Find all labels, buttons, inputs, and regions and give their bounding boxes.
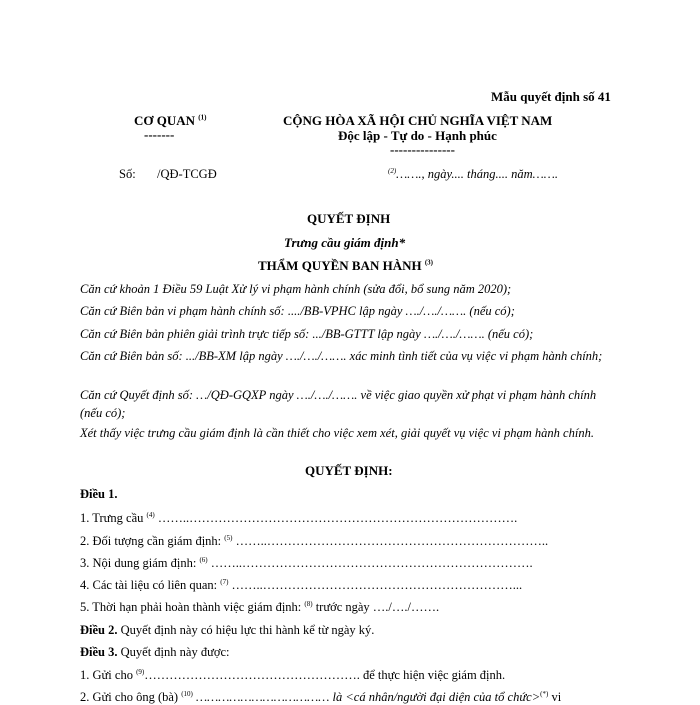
article-1-item: 1. Trưng cầu $^{(4)}$ ……..…………………………………………………………………….	[80, 510, 518, 525]
preamble-line: Căn cứ khoản 1 Điều 59 Luật Xử lý vi phạm hành chính (sửa đổi, bổ sung năm 2020);	[80, 282, 512, 296]
footnote-marker: (7)	[220, 577, 229, 586]
article-1-item: 5. Thời hạn phải hoàn thành việc giám định: $^{(8)}$ trước ngày …./…./…….	[80, 599, 440, 614]
preamble-line: Căn cứ Quyết định số: …/QĐ-GQXP ngày …./…./……. về việc giao quyền xử phạt vi phạm hành chính (nếu có);	[80, 388, 597, 420]
decision-subtitle: Trưng cầu giám định*	[284, 235, 406, 250]
article-1-item: 4. Các tài liệu có liên quan: $^{(7)}$ ……..……………………………………………………...	[80, 577, 523, 592]
agency-name: CƠ QUAN $^{(1)}$	[134, 113, 207, 128]
preamble-line: Xét thấy việc trưng cầu giám định là cần thiết cho việc xem xét, giải quyết vụ việc vi phạm hành chính.	[80, 426, 594, 440]
agency-separator: -------	[144, 127, 175, 142]
article-1-item: 3. Nội dung giám định: $^{(6)}$ ……..…………………………………………………………….	[80, 555, 533, 570]
decides-heading: QUYẾT ĐỊNH:	[305, 463, 393, 478]
footnote-marker: (9)	[136, 667, 145, 676]
national-motto: Độc lập - Tự do - Hạnh phúc	[338, 128, 497, 143]
footnote-marker: (*)	[540, 689, 549, 698]
motto-separator: ---------------	[390, 142, 455, 157]
preamble-line: Căn cứ Biên bản số: .../BB-XM lập ngày …./…./……. xác minh tình tiết của vụ việc vi phạm hành chính;	[80, 349, 603, 363]
footnote-marker: (4)	[146, 510, 155, 519]
article-1-item: 2. Đối tượng cần giám định: $^{(5)}$ ……..…………………………………………………………..	[80, 533, 549, 548]
article-2: Điều 2. Quyết định này có hiệu lực thi hành kể từ ngày ký.	[80, 623, 375, 637]
decision-number-label: Số:	[119, 167, 136, 181]
article-3-item: 1. Gửi cho $^{(9)}$……………………………………………. để thực hiện việc giám định.	[80, 667, 506, 682]
decision-number-code: /QĐ-TCGĐ	[157, 167, 217, 181]
footnote-marker: (8)	[304, 599, 313, 608]
place-date-line: $^{(2)}$……., ngày.... tháng.... năm…….	[388, 166, 558, 181]
article-3-title: Điều 3.	[80, 645, 118, 659]
article-1-title: Điều 1.	[80, 487, 118, 501]
preamble-line: Căn cứ Biên bản phiên giải trình trực tiếp số: .../BB-GTTT lập ngày …./…./……. (nếu có);	[80, 327, 534, 341]
footnote-marker: (5)	[224, 533, 233, 542]
republic-name: CỘNG HÒA XÃ HỘI CHỦ NGHĨA VIỆT NAM	[283, 113, 553, 128]
issuing-authority: THẨM QUYỀN BAN HÀNH $^{(3)}$	[258, 258, 434, 273]
article-2-title: Điều 2.	[80, 623, 118, 637]
footnote-marker: (6)	[199, 555, 208, 564]
footnote-marker: (3)	[424, 258, 434, 267]
form-label: Mẫu quyết định số 41	[491, 89, 611, 104]
footnote-marker: (10)	[181, 689, 193, 698]
article-3-item: 2. Gửi cho ông (bà) $^{(10)}$ ……………………………… là <cá nhân/người đại diện của tổ chức>(*) vi	[80, 689, 562, 704]
decision-title: QUYẾT ĐỊNH	[307, 211, 391, 226]
article-3: Điều 3. Quyết định này được:	[80, 645, 230, 659]
footnote-marker: (1)	[198, 113, 207, 122]
preamble-line: Căn cứ Biên bản vi phạm hành chính số: ..../BB-VPHC lập ngày …./…./……. (nếu có);	[80, 304, 515, 318]
footnote-marker: (2)	[388, 166, 397, 175]
